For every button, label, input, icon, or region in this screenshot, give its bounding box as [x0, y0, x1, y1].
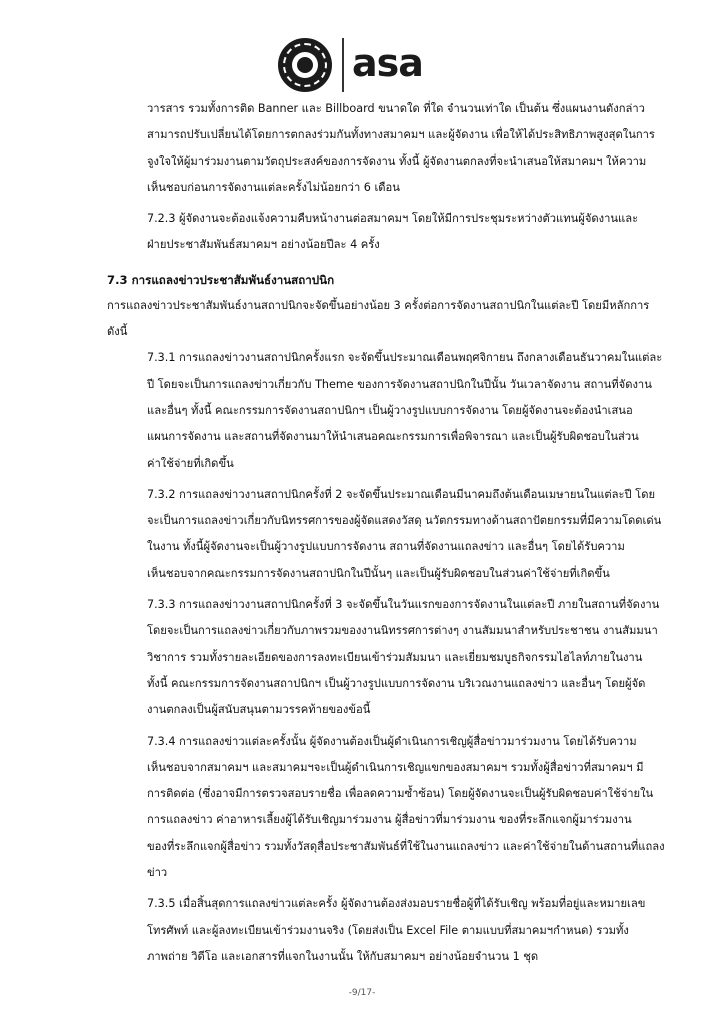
paragraph-7-2-3 [147, 206, 679, 259]
paragraph-line: 7.2.3 ผู้จัดงานจะต้องแจ้งความคืบหน้างานต่อสมาคมฯ โดยให้มีการประชุมระหว่างตัวแทนผู้จัดงานและ [147, 212, 639, 226]
paragraph-line: ดังนี้ [107, 325, 128, 339]
paragraph-7-3-2 [147, 482, 679, 587]
paragraph-line: ในงาน ทั้งนี้ผู้จัดงานจะเป็นผู้วางรูปแบบการจัดงาน สถานที่จัดงานแถลงข่าว และอื่นๆ โดยได้รับความ [147, 540, 625, 554]
paragraph-line: เห็นชอบจากคณะกรรมการจัดงานสถาปนิกในปีนั้นๆ และเป็นผู้รับผิดชอบในส่วนค่าใช้จ่ายที่เกิดขึ้น [147, 566, 610, 580]
paragraph-line: โดยจะเป็นการแถลงข่าวเกี่ยวกับภาพรวมของงานนิทรรศการต่างๆ งานสัมมนาสำหรับประชาชน งานสัมมนา [147, 624, 658, 638]
paragraph-line: เห็นชอบจากสมาคมฯ และสมาคมฯจะเป็นผู้ดำเนินการเชิญแขกของสมาคมฯ รวมทั้งผู้สื่อข่าวที่สมาคมฯ มี [147, 760, 644, 774]
logo-divider [342, 38, 344, 92]
paragraph-line: และอื่นๆ ทั้งนี้ คณะกรรมการจัดงานสถาปนิกฯ เป็นผู้วางรูปแบบการจัดงาน โดยผู้จัดงานจะต้องนำเสนอ [147, 403, 633, 417]
paragraph-line: วารสาร รวมทั้งการติด Banner และ Billboard ขนาดใด ที่ใด จำนวนเท่าใด เป็นต้น ซึ่งแผนงานดังกล่าว [147, 102, 645, 115]
section-heading-7-3: 7.3 การแถลงข่าวประชาสัมพันธ์งานสถาปนิก [107, 272, 335, 287]
paragraph-line: 7.3.1 การแถลงข่าวงานสถาปนิกครั้งแรก จะจัดขึ้นประมาณเดือนพฤศจิกายน ถึงกลางเดือนธันวาคมในแต่ละ [147, 351, 663, 365]
paragraph-line: ค่าใช้จ่ายที่เกิดขึ้น [147, 456, 234, 470]
paragraph-line: ภาพถ่าย วิดีโอ และเอกสารที่แจกในงานนั้น ให้กับสมาคมฯ อย่างน้อยจำนวน 1 ชุด [147, 949, 539, 963]
paragraph-line: โทรศัพท์ และผู้ลงทะเบียนเข้าร่วมงานจริง (โดยส่งเป็น Excel File ตามแบบที่สมาคมฯกำหนด) รวมทั้ง [147, 923, 629, 937]
paragraph-line: ทั้งนี้ คณะกรรมการจัดงานสถาปนิกฯ เป็นผู้วางรูปแบบการจัดงาน บริเวณงานแถลงข่าว และอื่นๆ โดยผู้จัด [147, 676, 646, 690]
paragraph-7-3-1 [147, 345, 679, 476]
paragraph-7-3-4 [147, 729, 679, 887]
paragraph-7-3-5 [147, 891, 679, 970]
paragraph-line: การแถลงข่าว ค่าอาหารเลี้ยงผู้ได้รับเชิญมาร่วมงาน ผู้สื่อข่าวที่มาร่วมงาน ของที่ระลึกแจกผู้มาร่วมงาน [147, 813, 632, 827]
paragraph-line: สามารถปรับเปลี่ยนได้โดยการตกลงร่วมกันทั้งทางสมาคมฯ และผู้จัดงาน เพื่อให้ได้ประสิทธิภาพสูงสุดในการ [147, 128, 655, 142]
paragraph-line: วิชาการ รวมทั้งรายละเอียดของการลงทะเบียนเข้าร่วมสัมมนา และเยี่ยมชมบูธกิจกรรมไฮไลท์ภายในงาน [147, 650, 643, 664]
page-header [0, 34, 724, 94]
paragraph-line: จูงใจให้ผู้มาร่วมงานตามวัตถุประสงค์ของการจัดงาน ทั้งนี้ ผู้จัดงานตกลงที่จะนำเสนอให้สมาคมฯ ให้ความ [147, 154, 647, 168]
paragraph-line: การติดต่อ (ซึ่งอาจมีการตรวจสอบรายชื่อ เพื่อลดความซ้ำซ้อน) โดยผู้จัดงานจะเป็นผู้รับผิดชอบค่าใช้จ่ายใน [147, 787, 654, 801]
logo-text: asa [352, 42, 423, 85]
paragraph-line: จะเป็นการแถลงข่าวเกี่ยวกับนิทรรศการของผู้จัดแสดงวัสดุ นวัตกรรมทางด้านสถาปัตยกรรมที่มีความโดดเด่น [147, 514, 662, 528]
paragraph-line: การแถลงข่าวประชาสัมพันธ์งานสถาปนิกจะจัดขึ้นอย่างน้อย 3 ครั้งต่อการจัดงานสถาปนิกในแต่ละปี โดยมีหลักการ [107, 298, 650, 312]
paragraph-line: 7.3.3 การแถลงข่าวงานสถาปนิกครั้งที่ 3 จะจัดขึ้นในวันแรกของการจัดงานในแต่ละปี ภายในสถานที่จัดงาน [147, 598, 660, 612]
asa-logo [352, 42, 440, 86]
association-seal-icon [278, 38, 332, 92]
paragraph-line: ปี โดยจะเป็นการแถลงข่าวเกี่ยวกับ Theme ของการจัดงานสถาปนิกในปีนั้น วันเวลาจัดงาน สถานที่จัดงาน [147, 377, 652, 391]
paragraph-line: ฝ่ายประชาสัมพันธ์สมาคมฯ อย่างน้อยปีละ 4 ครั้ง [147, 238, 380, 252]
paragraph-intro [147, 96, 679, 201]
paragraph-line: ข่าว [147, 866, 168, 880]
paragraph-line: แผนการจัดงาน และสถานที่จัดงานมาให้นำเสนอคณะกรรมการเพื่อพิจารณา และเป็นผู้รับผิดชอบในส่วน [147, 430, 639, 444]
paragraph-line: 7.3.5 เมื่อสิ้นสุดการแถลงข่าวแต่ละครั้ง ผู้จัดงานต้องส่งมอบรายชื่อผู้ที่ได้รับเชิญ พร้อมที่อยู่และหมายเลข [147, 897, 646, 911]
paragraph-line: 7.3.2 การแถลงข่าวงานสถาปนิกครั้งที่ 2 จะจัดขึ้นประมาณเดือนมีนาคมถึงต้นเดือนเมษายนในแต่ละปี โดย [147, 487, 656, 501]
document-body [0, 96, 724, 970]
paragraph-line: เห็นชอบก่อนการจัดงานแต่ละครั้งไม่น้อยกว่า 6 เดือน [147, 180, 400, 194]
page-number: -9/17- [348, 988, 376, 998]
paragraph-line: 7.3.4 การแถลงข่าวแต่ละครั้งนั้น ผู้จัดงานต้องเป็นผู้ดำเนินการเชิญผู้สื่อข่าวมาร่วมงาน โดยได้รับความ [147, 734, 637, 748]
paragraph-7-3-3 [147, 592, 679, 723]
paragraph-line: ของที่ระลึกแจกผู้สื่อข่าว รวมทั้งวัสดุสื่อประชาสัมพันธ์ที่ใช้ในงานแถลงข่าว และค่าใช้จ่ายในด้านสถานที่แถลง [147, 839, 665, 853]
paragraph-7-3-intro [107, 293, 679, 346]
paragraph-line: งานตกลงเป็นผู้สนับสนุนตามวรรคท้ายของข้อนี้ [147, 703, 371, 717]
